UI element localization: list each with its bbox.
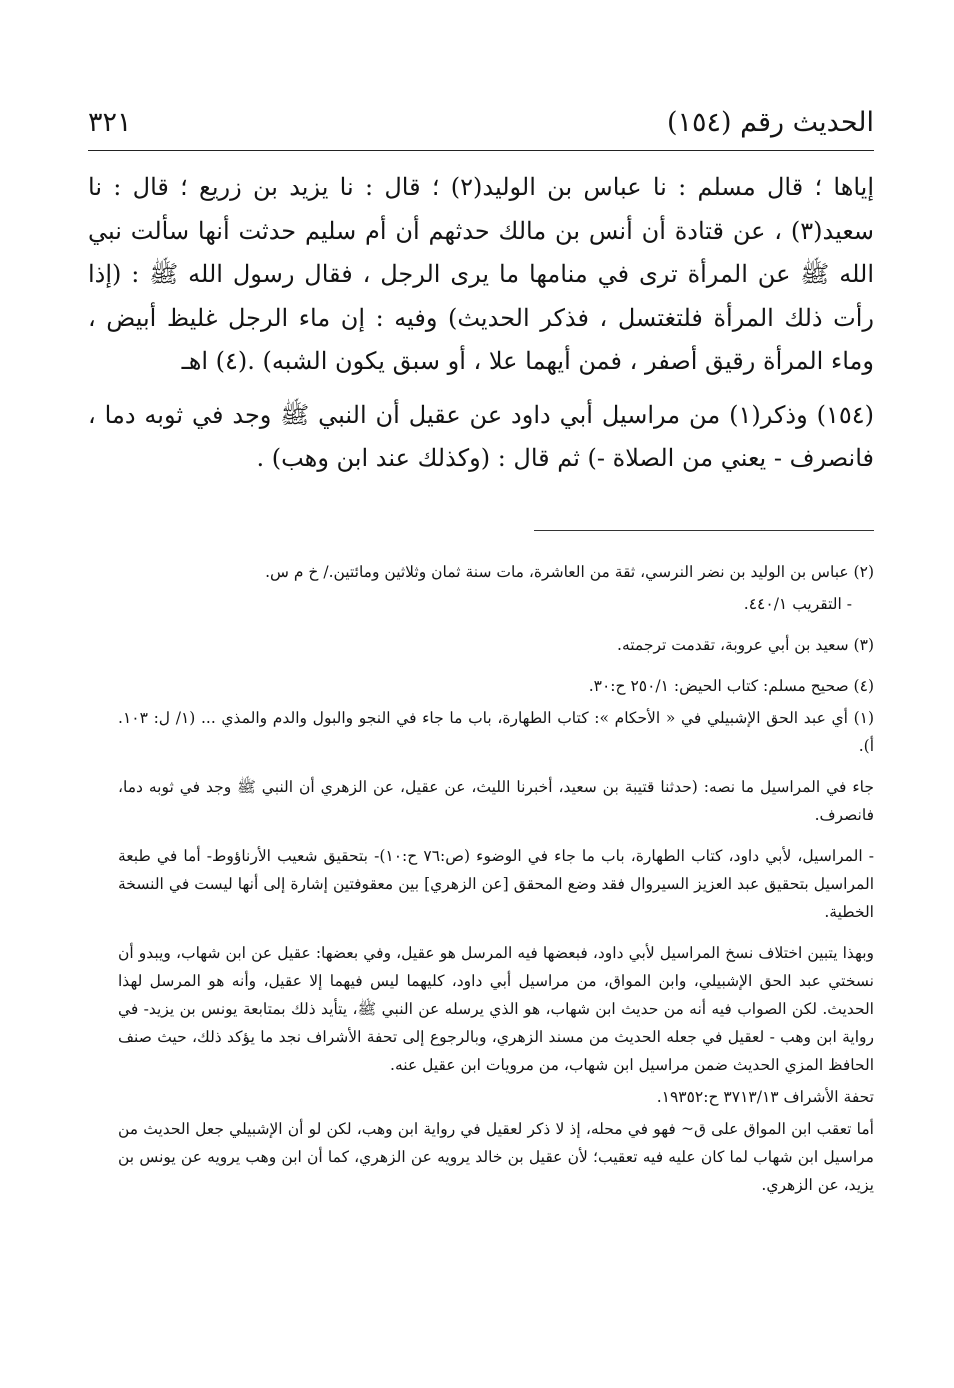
footnote-1-quote: جاء في المراسيل ما نصه: (حدثنا قتيبة بن سعيد، أخبرنا الليث، عن عقيل، عن الزهري أن النبي ﷺ وجد في ثوبه دما، فانصرف. [118,778,874,824]
footnote-4: (٤) صحيح مسلم: كتاب الحيض: ٢٥٠/١ ح:٣٠. [588,677,874,695]
page-number: ٣٢١ [88,107,132,138]
main-paragraph: إياها ؛ قال مسلم : نا عباس بن الوليد(٢) ؛ قال : نا يزيد بن زريع ؛ قال : نا سعيد(٣) ، عن قتادة أن أنس بن مالك حدثهم أن أم سليم حدثت أنها سألت نبي الله ﷺ عن المرأة ترى في منامها ما يرى الرجل ، فقال رسول الله ﷺ : (إذا رأت ذلك المرأة فلتغتسل ، فذكر الحديث) وفيه : إن ماء الرجل غليظ أبيض ، وماء المرأة رقيق أصفر ، فمن أيهما علا ، أو سبق يكون الشبه) .(٤) اهـ [88,173,875,375]
footnote-1-discussion: وبهذا يتبين اختلاف نسخ المراسيل لأبي داود، فبعضها فيه المرسل هو عقيل، وفي بعضها: عقيل عن ابن شهاب، ويبدو أن نسختي عبد الحق الإشبيلي، وابن المواق، من مراسيل أبي داود، كليهما ليس فيهما إلا عقيل، وأنه هو المرسل لهذا الحديث. لكن الصواب فيه أنه من حديث ابن شهاب، هو الذي يرسله عن النبي ﷺ، يتأيد ذلك بمتابعة يونس بن يزيد- في رواية ابن وهب - لعقيل في جعله الحديث من مسند الزهري، وبالرجوع إلى تحفة الأشراف نجد ما يؤكد ذلك، حيث صنف الحافظ المزي الحديث ضمن مراسيل ابن شهاب، من مرويات ابن عقيل عنه. [118,944,874,1074]
hadith-154-paragraph: (١٥٤) وذكر(١) من مراسيل أبي داود عن عقيل أن النبي ﷺ وجد في ثوبه دما ، فانصرف - يعني من الصلاة -) ثم قال : (وكذلك عند ابن وهب) . [88,400,874,472]
footnote-1-conclusion: أما تعقب ابن المواق على ق~ فهو في محله، إذ لا ذكر لعقيل في رواية ابن وهب، لكن لو أن الإشبيلي جعل الحديث من مراسيل ابن شهاب لما كان عليه فيه تعقيب؛ لأن عقيل بن خالد يرويه عن الزهري، كما أن ابن وهب يرويه عن يونس بن يزيد، عن الزهري. [118,1120,874,1194]
footnote-1-tuhfa: تحفة الأشراف ٣٧١٣/١٣ ح:١٩٣٥٢. [656,1088,874,1106]
footnote-divider [534,530,874,531]
header-divider [88,150,874,151]
footnote-2: (٢) عباس بن الوليد بن نضر النرسي، ثقة من العاشرة، مات سنة ثمان وثلاثين ومائتين./ خ م س. [265,563,874,581]
footnote-1: (١) أي عبد الحق الإشبيلي في « الأحكام »: كتاب الطهارة، باب ما جاء في النجو والبول والدم والمذي ... (١/ ل: ١٠٣. أ). [118,709,875,755]
main-text [88,166,874,481]
footnote-3: (٣) سعيد بن أبي عروبة، تقدمت ترجمته. [617,636,874,654]
footnotes [118,558,874,1212]
footnote-1-marasil: - المراسيل، لأبي داود، كتاب الطهارة، باب ما جاء في الوضوء (ص:٧٦ ح:١٠)- بتحقيق شعيب الأرناؤوط- أما في طبعة المراسيل بتحقيق عبد العزيز السيروال فقد وضع المحقق [عن الزهري] بين معقوفتين إشارة إلى أنها ليست في النسخة الخطية. [118,847,875,921]
header-title: الحديث رقم (١٥٤) [666,107,874,138]
running-header [88,100,874,146]
footnote-2-source: - التقريب ٤٤٠/١. [743,595,852,613]
